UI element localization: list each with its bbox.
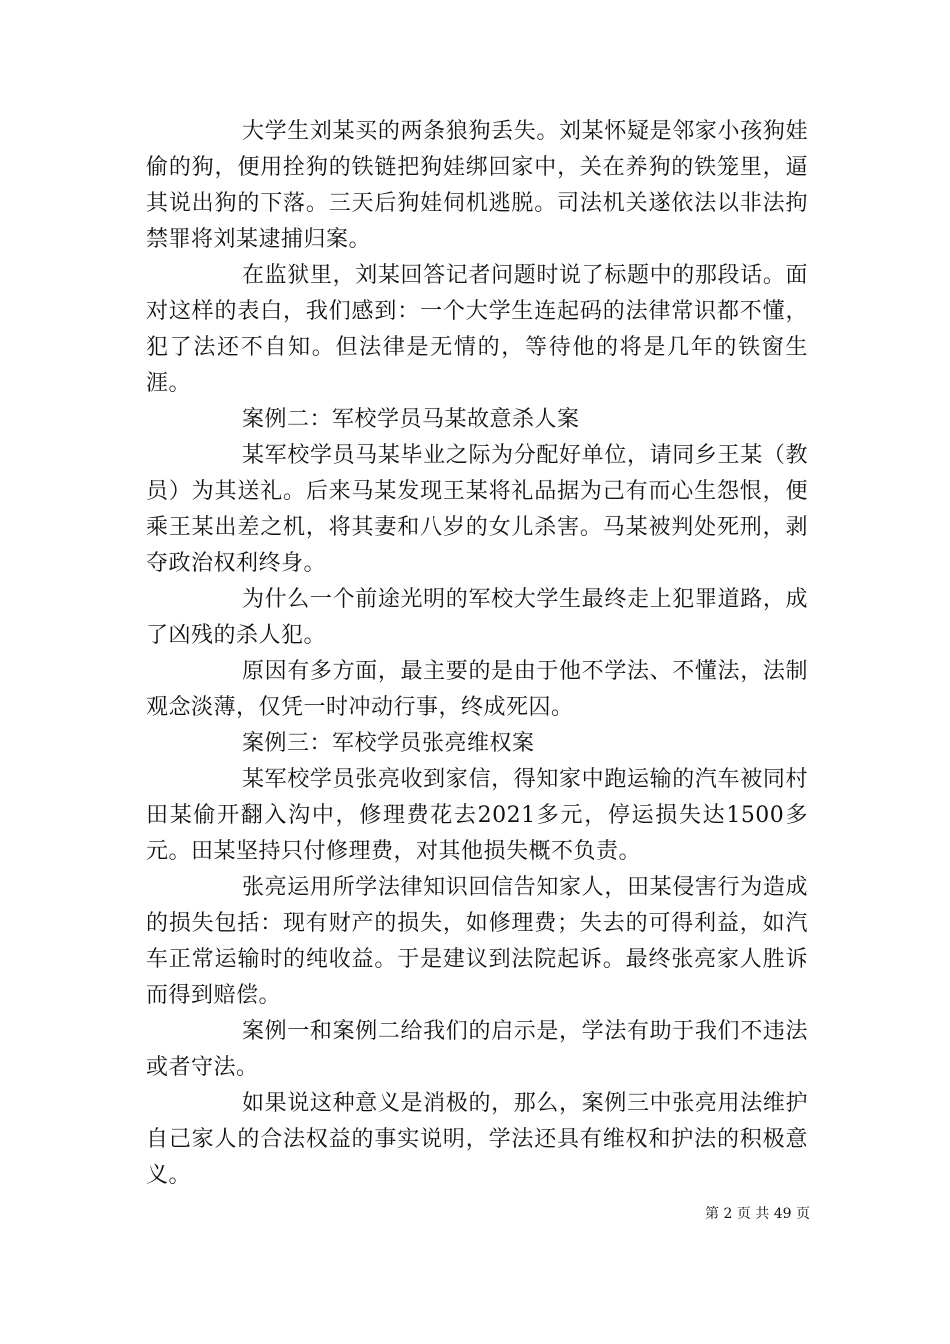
paragraph-case2-reason: 原因有多方面，最主要的是由于他不学法、不懂法，法制观念淡薄，仅凭一时冲动行事，终成死囚。 (146, 659, 808, 720)
page-number-footer: 第 2 页 共 49 页 (705, 1206, 810, 1222)
paragraph-lesson: 案例一和案例二给我们的启示是，学法有助于我们不违法或者守法。 (146, 1019, 808, 1080)
paragraph-conclusion: 如果说这种意义是消极的，那么，案例三中张亮用法维护自己家人的合法权益的事实说明，学法还具有维权和护法的积极意义。 (146, 1091, 808, 1188)
case2-heading: 案例二：军校学员马某故意杀人案 (242, 407, 580, 432)
paragraph-case3-story: 某军校学员张亮收到家信，得知家中跑运输的汽车被同村田某偷开翻入沟中，修理费花去2021多元，停运损失达1500多元。田某坚持只付修理费，对其他损失概不负责。 (146, 767, 808, 864)
document-body (146, 114, 808, 1194)
paragraph-case1-story: 大学生刘某买的两条狼狗丢失。刘某怀疑是邻家小孩狗娃偷的狗，便用拴狗的铁链把狗娃绑回家中，关在养狗的铁笼里，逼其说出狗的下落。三天后狗娃伺机逃脱。司法机关遂依法以非法拘禁罪将刘某逮捕归案。 (146, 119, 808, 252)
paragraph-case2-story: 某军校学员马某毕业之际为分配好单位，请同乡王某（教员）为其送礼。后来马某发现王某将礼品据为己有而心生怨恨，便乘王某出差之机，将其妻和八岁的女儿杀害。马某被判处死刑，剥夺政治权利终身。 (146, 443, 808, 576)
paragraph-case2-question: 为什么一个前途光明的军校大学生最终走上犯罪道路，成了凶残的杀人犯。 (146, 587, 808, 648)
paragraph-case3-action: 张亮运用所学法律知识回信告知家人，田某侵害行为造成的损失包括：现有财产的损失，如修理费；失去的可得利益，如汽车正常运输时的纯收益。于是建议到法院起诉。最终张亮家人胜诉而得到赔偿。 (146, 875, 808, 1008)
paragraph-case1-reflection: 在监狱里，刘某回答记者问题时说了标题中的那段话。面对这样的表白，我们感到：一个大学生连起码的法律常识都不懂，犯了法还不自知。但法律是无情的，等待他的将是几年的铁窗生涯。 (146, 263, 808, 396)
case3-heading: 案例三：军校学员张亮维权案 (242, 731, 535, 756)
